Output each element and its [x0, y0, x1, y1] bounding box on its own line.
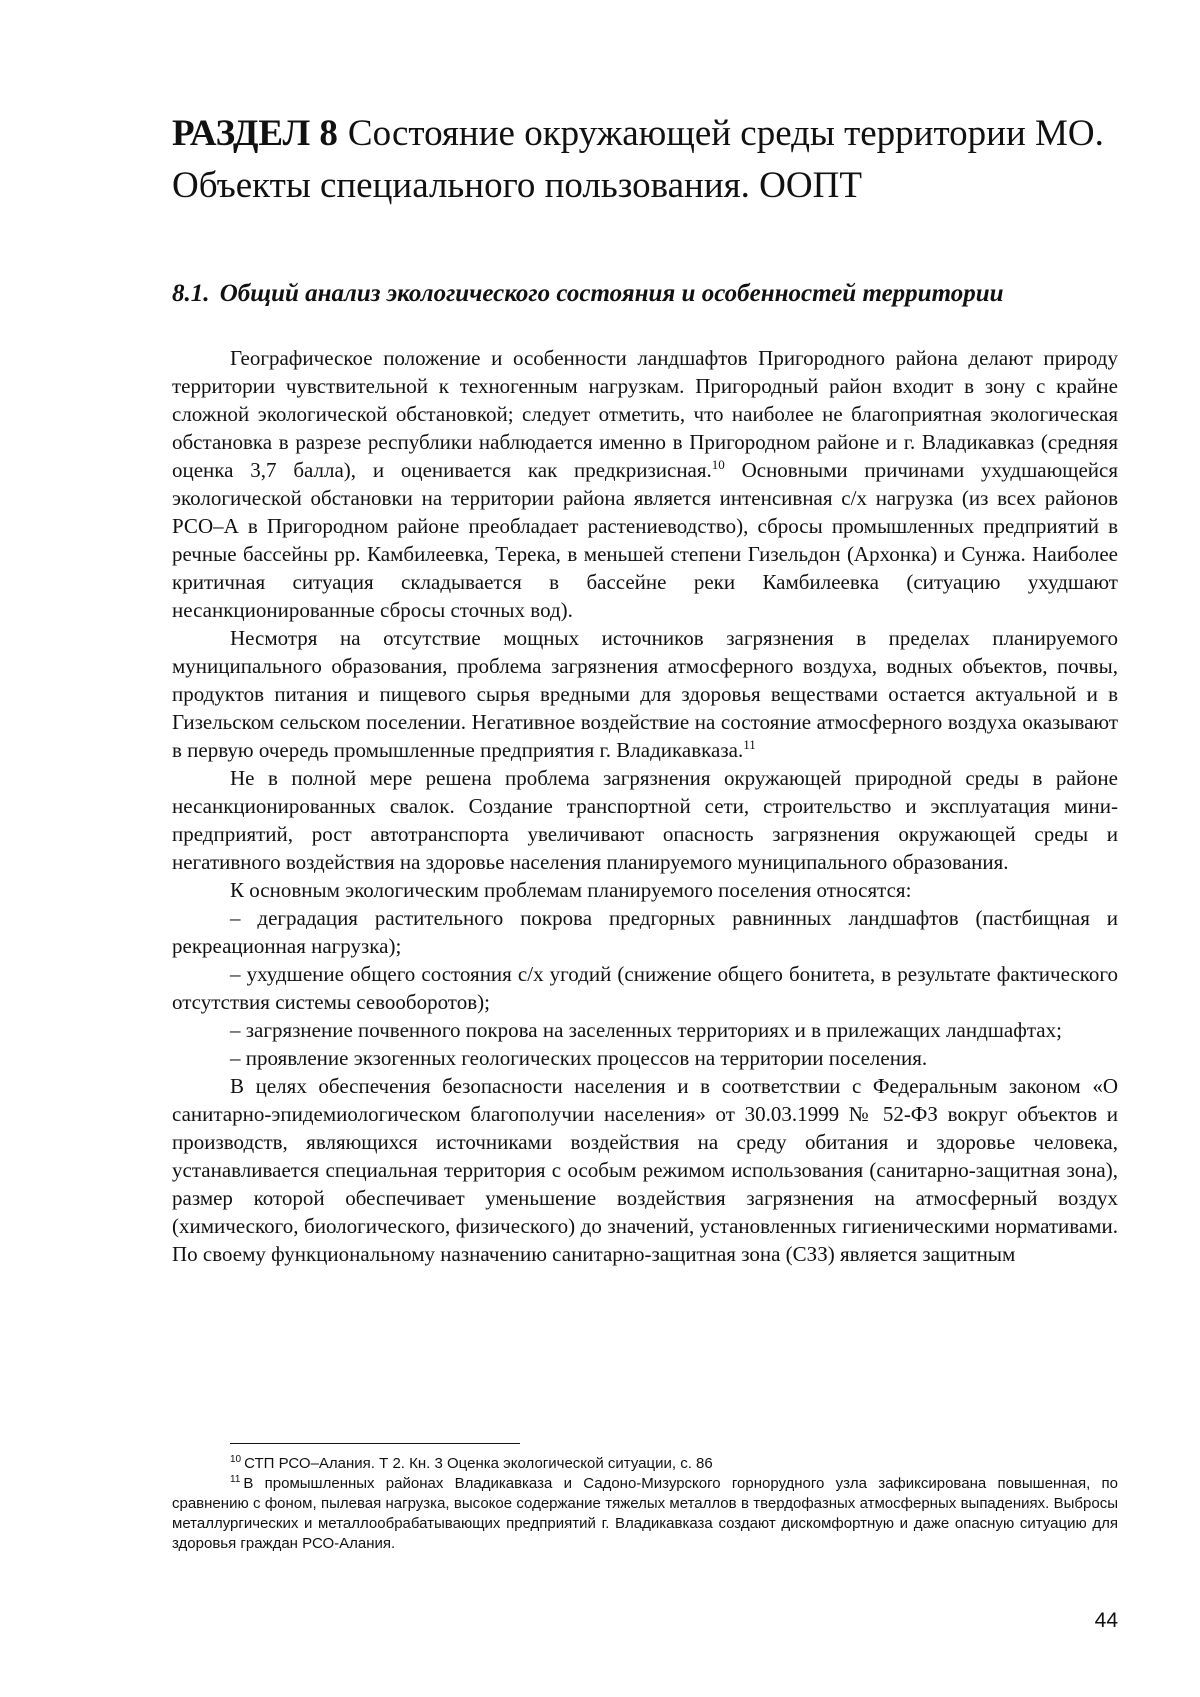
footnote-mark-11: 11: [230, 1474, 241, 1485]
footnotes: [172, 1454, 1118, 1554]
subsection-title: Общий анализ экологического состояния и особенностей территории: [219, 280, 1004, 307]
subsection-heading: [172, 278, 1118, 310]
subsection-number: 8.1.: [172, 280, 210, 307]
paragraph-1-part-b: Основными причинами ухудшающейся экологической обстановки на территории района является интенсивная с/х нагрузка (из всех районов РСО–А в Пригородном районе преобладает растениеводство), сбросы промышленных предприятий в речные бассейны рр. Камбилеевка, Терека, в меньшей степени Гизельдон (Архонка) и Сунжа. Наиболее критичная ситуация складывается в бассейне реки Камбилеевка (ситуацию ухудшают несанкционированные сбросы сточных вод).: [172, 458, 1118, 622]
paragraph-1: [172, 344, 1118, 624]
body-text: [172, 344, 1118, 1268]
list-item-2: – ухудшение общего состояния с/х угодий (снижение общего бонитета, в результате фактического отсутствия системы севооборотов);: [172, 962, 1118, 1014]
footnote-ref-10[interactable]: 10: [711, 457, 725, 472]
list-item-1: – деградация растительного покрова предгорных равнинных ландшафтов (пастбищная и рекреационная нагрузка);: [172, 906, 1118, 958]
page-number: 44: [1094, 1609, 1118, 1632]
list-item-3: – загрязнение почвенного покрова на заселенных территориях и в прилежащих ландшафтах;: [230, 1018, 1062, 1042]
paragraph-2: [172, 624, 1118, 764]
paragraph-1-part-a: Географическое положение и особенности ландшафтов Пригородного района делают природу территории чувствительной к техногенным нагрузкам. Пригородный район входит в зону с крайне сложной экологической обстановкой; следует отметить, что наиболее не благоприятная экологическая обстановка в разрезе республики наблюдается именно в Пригородном районе и г. Владикавказ (средняя оценка 3,7 балла), и оценивается как предкризисная.: [172, 346, 1118, 482]
footnote-11-text: В промышленных районах Владикавказа и Садоно-Мизурского горнорудного узла зафиксирована повышенная, по сравнению с фоном, пылевая нагрузка, высокое содержание тяжелых металлов в твердофазных атмосферных выпадениях. Выбросы металлургических и металлообрабатывающих предприятий г. Владикавказа создают дискомфортную и даже опасную ситуацию для здоровья граждан РСО-Алания.: [172, 1475, 1118, 1552]
footnote-10: [172, 1454, 1118, 1474]
footnote-divider: [230, 1443, 520, 1444]
paragraph-4: К основным экологическим проблемам планируемого поселения относятся:: [230, 878, 912, 902]
section-title: Состояние окружающей среды территории МО. Объекты специального пользования. ООПТ: [172, 113, 1104, 206]
paragraph-3: Не в полной мере решена проблема загрязнения окружающей природной среды в районе несанкционированных свалок. Создание транспортной сети, строительство и эксплуатация мини-предприятий, рост автотранспорта увеличивают опасность загрязнения окружающей среды и негативного воздействия на здоровье населения планируемого муниципального образования.: [172, 766, 1118, 874]
footnote-11: [172, 1474, 1118, 1554]
footnote-10-text: СТП РСО–Алания. Т 2. Кн. 3 Оценка экологической ситуации, с. 86: [244, 1455, 713, 1472]
paragraph-5: В целях обеспечения безопасности населения и в соответствии с Федеральным законом «О санитарно-эпидемиологическом благополучии населения» от 30.03.1999 № 52-ФЗ вокруг объектов и производств, являющихся источниками воздействия на среду обитания и здоровье человека, устанавливается специальная территория с особым режимом использования (санитарно-защитная зона), размер которой обеспечивает уменьшение воздействия загрязнения на атмосферный воздух (химического, биологического, физического) до значений, установленных гигиеническими нормативами. По своему функциональному назначению санитарно-защитная зона (СЗЗ) является защитным: [172, 1074, 1118, 1266]
section-number: РАЗДЕЛ 8: [172, 113, 338, 154]
paragraph-2-text: Несмотря на отсутствие мощных источников загрязнения в пределах планируемого муниципального образования, проблема загрязнения атмосферного воздуха, водных объектов, почвы, продуктов питания и пищевого сырья вредными для здоровья веществами остается актуальной и в Гизельском сельском поселении. Негативное воздействие на состояние атмосферного воздуха оказывают в первую очередь промышленные предприятия г. Владикавказа.: [172, 626, 1118, 762]
footnote-ref-11[interactable]: 11: [743, 737, 756, 752]
list-item-4: – проявление экзогенных геологических процессов на территории поселения.: [230, 1046, 928, 1070]
footnote-mark-10: 10: [230, 1454, 242, 1465]
section-heading: [172, 108, 1118, 212]
